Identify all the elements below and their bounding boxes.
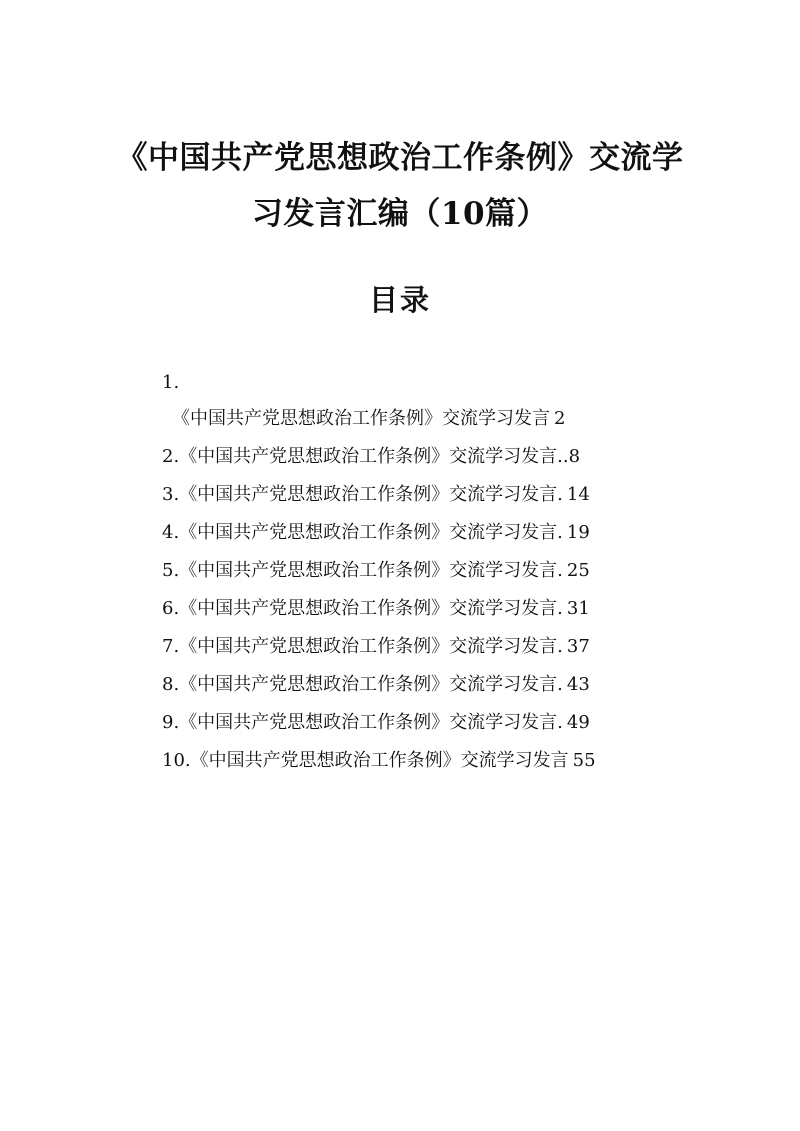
toc-entry-text: 《中国共产党思想政治工作条例》交流学习发言.	[179, 674, 563, 695]
toc-entry-number: 6.	[162, 598, 180, 619]
toc-entry-number: 9.	[162, 712, 180, 733]
toc-entry-number: 1.	[162, 372, 180, 393]
toc-entry-number: 8.	[162, 674, 180, 695]
toc-entry-page: 37	[566, 636, 590, 657]
toc-entry-page: 31	[566, 598, 590, 619]
document-title-line-1: 《中国共产党思想政治工作条例》交流学	[116, 140, 684, 176]
toc-entry-text: 《中国共产党思想政治工作条例》交流学习发言.	[179, 446, 563, 467]
toc-entry-4[interactable]	[162, 515, 590, 551]
toc-entry-page: 55	[572, 750, 596, 771]
toc-entry-1[interactable]	[172, 401, 565, 437]
toc-entry-8[interactable]	[162, 667, 590, 703]
toc-entry-number: 2.	[162, 446, 180, 467]
toc-entry-page: 2	[554, 408, 566, 429]
toc-entry-number: 5.	[162, 560, 180, 581]
toc-entry-10[interactable]	[162, 743, 596, 779]
toc-entry-text: 《中国共产党思想政治工作条例》交流学习发言	[172, 408, 550, 429]
toc-entry-page: 14	[566, 484, 590, 505]
toc-entry-number: 3.	[162, 484, 180, 505]
toc-entry-number: 4.	[162, 522, 180, 543]
toc-entry-text: 《中国共产党思想政治工作条例》交流学习发言.	[179, 598, 563, 619]
toc-entry-number: 10.	[162, 750, 191, 771]
toc-entry-page: 43	[566, 674, 590, 695]
toc-entry-3[interactable]	[162, 477, 590, 513]
toc-entry-text: 《中国共产党思想政治工作条例》交流学习发言	[190, 750, 569, 771]
toc-entry-6[interactable]	[162, 591, 590, 627]
toc-entry-text: 《中国共产党思想政治工作条例》交流学习发言.	[179, 712, 563, 733]
toc-entry-5[interactable]	[162, 553, 590, 589]
toc-entry-page: 49	[566, 712, 590, 733]
toc-entry-page: 19	[566, 522, 590, 543]
toc-entry-1-number[interactable]	[162, 365, 179, 401]
toc-entry-7[interactable]	[162, 629, 590, 665]
toc-entry-9[interactable]	[162, 705, 590, 741]
toc-entry-page: .8	[562, 446, 581, 467]
document-title-line-2: 习发言汇编（10篇）	[251, 196, 549, 232]
toc-entry-text: 《中国共产党思想政治工作条例》交流学习发言.	[179, 484, 563, 505]
toc-entry-number: 7.	[162, 636, 180, 657]
toc-entry-text: 《中国共产党思想政治工作条例》交流学习发言.	[179, 522, 563, 543]
toc-entry-2[interactable]	[162, 439, 580, 475]
toc-entry-text: 《中国共产党思想政治工作条例》交流学习发言.	[179, 560, 563, 581]
toc-entry-page: 25	[566, 560, 590, 581]
toc-heading: 目录	[368, 283, 431, 317]
toc-entry-text: 《中国共产党思想政治工作条例》交流学习发言.	[179, 636, 563, 657]
